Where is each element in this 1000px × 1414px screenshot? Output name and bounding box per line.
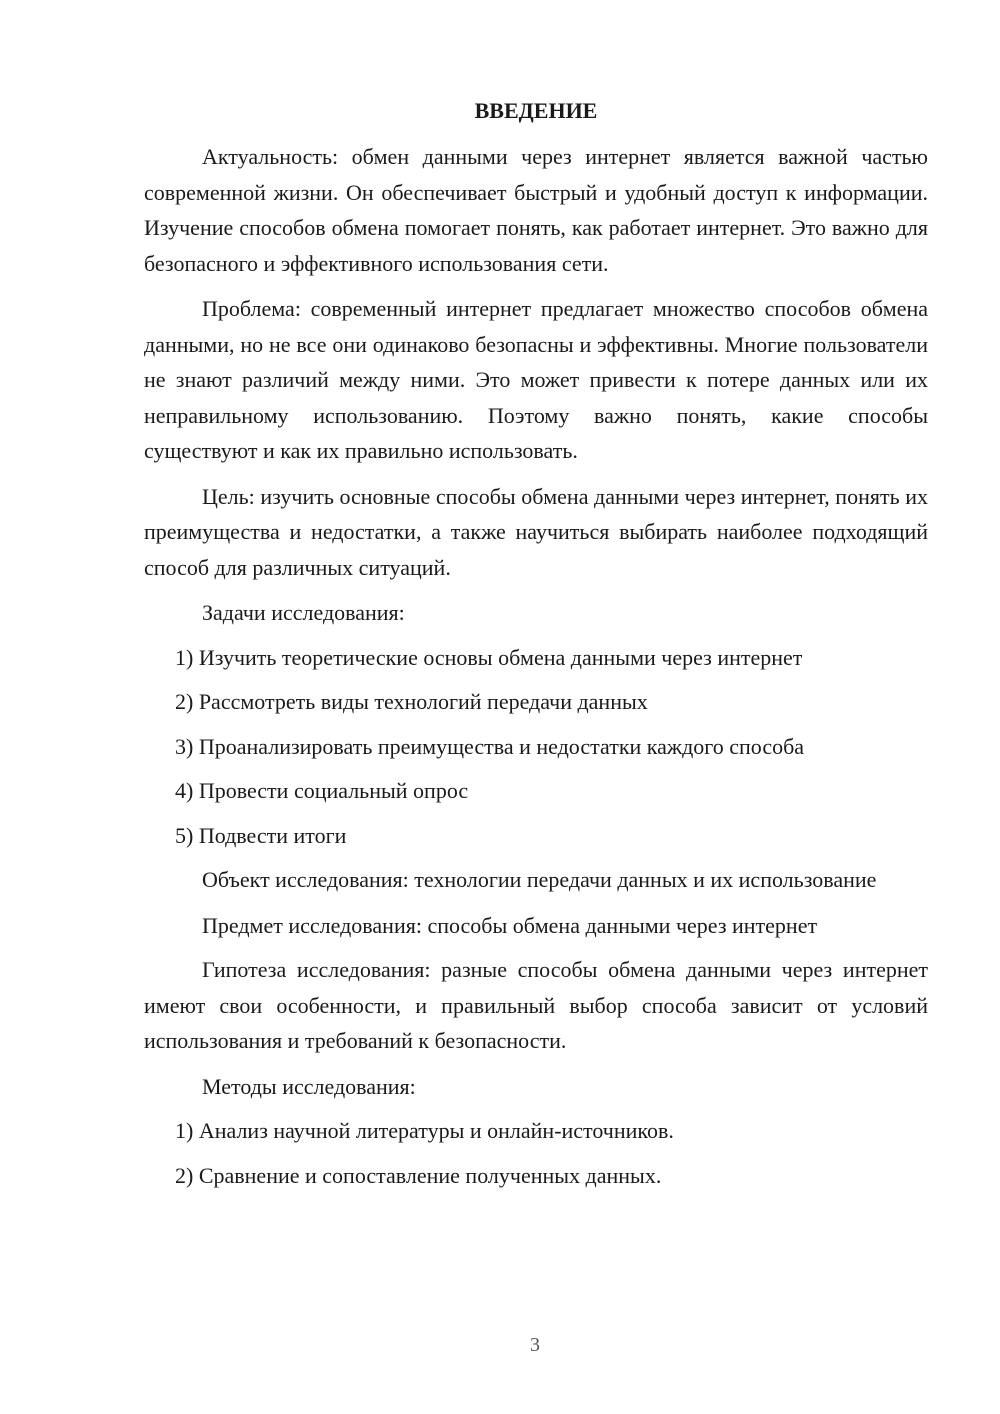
- page-number: 3: [530, 1334, 540, 1356]
- methods-list: [144, 1113, 928, 1193]
- goal-paragraph: Цель: изучить основные способы обмена данными через интернет, понять их преимущества и недостатки, а также научиться выбирать наиболее подходящий способ для различных ситуаций.: [144, 483, 928, 580]
- section-title: ВВЕДЕНИЕ: [474, 98, 598, 123]
- list-item: 1) Анализ научной литературы и онлайн-источников.: [175, 1118, 674, 1143]
- hypothesis-paragraph: Гипотеза исследования: разные способы обмена данными через интернет имеют свои особенности, и правильный выбор способа зависит от условий использования и требований к безопасности.: [144, 957, 928, 1053]
- list-item: 1) Изучить теоретические основы обмена данными через интернет: [175, 644, 803, 670]
- tasks-heading: Задачи исследования:: [202, 600, 405, 625]
- list-item: 2) Рассмотреть виды технологий передачи данных: [175, 689, 648, 714]
- problem-paragraph: Проблема: современный интернет предлагает множество способов обмена данными, но не все они одинаково безопасны и эффективны. Многие пользователи не знают различий между ними. Это может привести к потере данных или их неправильному использованию. Поэтому важно понять, какие способы существуют и как их правильно использовать.: [144, 296, 928, 463]
- list-item: 3) Проанализировать преимущества и недостатки каждого способа: [175, 733, 805, 759]
- relevance-paragraph: Актуальность: обмен данными через интернет является важной частью современной жизни. Он обеспечивает быстрый и удобный доступ к информации. Изучение способов обмена помогает понять, как работает интернет. Это важно для безопасного и эффективного использования сети.: [144, 144, 928, 276]
- subject-paragraph: Предмет исследования: способы обмена данными через интернет: [202, 912, 818, 938]
- tasks-list: [144, 640, 928, 854]
- list-item: 5) Подвести итоги: [175, 822, 347, 848]
- document-page: [144, 96, 928, 1202]
- list-item: 2) Сравнение и сопоставление полученных данных.: [175, 1162, 662, 1188]
- methods-heading: Методы исследования:: [202, 1073, 416, 1099]
- object-paragraph: Объект исследования: технологии передачи данных и их использование: [202, 867, 877, 892]
- list-item: 4) Провести социальный опрос: [175, 778, 469, 803]
